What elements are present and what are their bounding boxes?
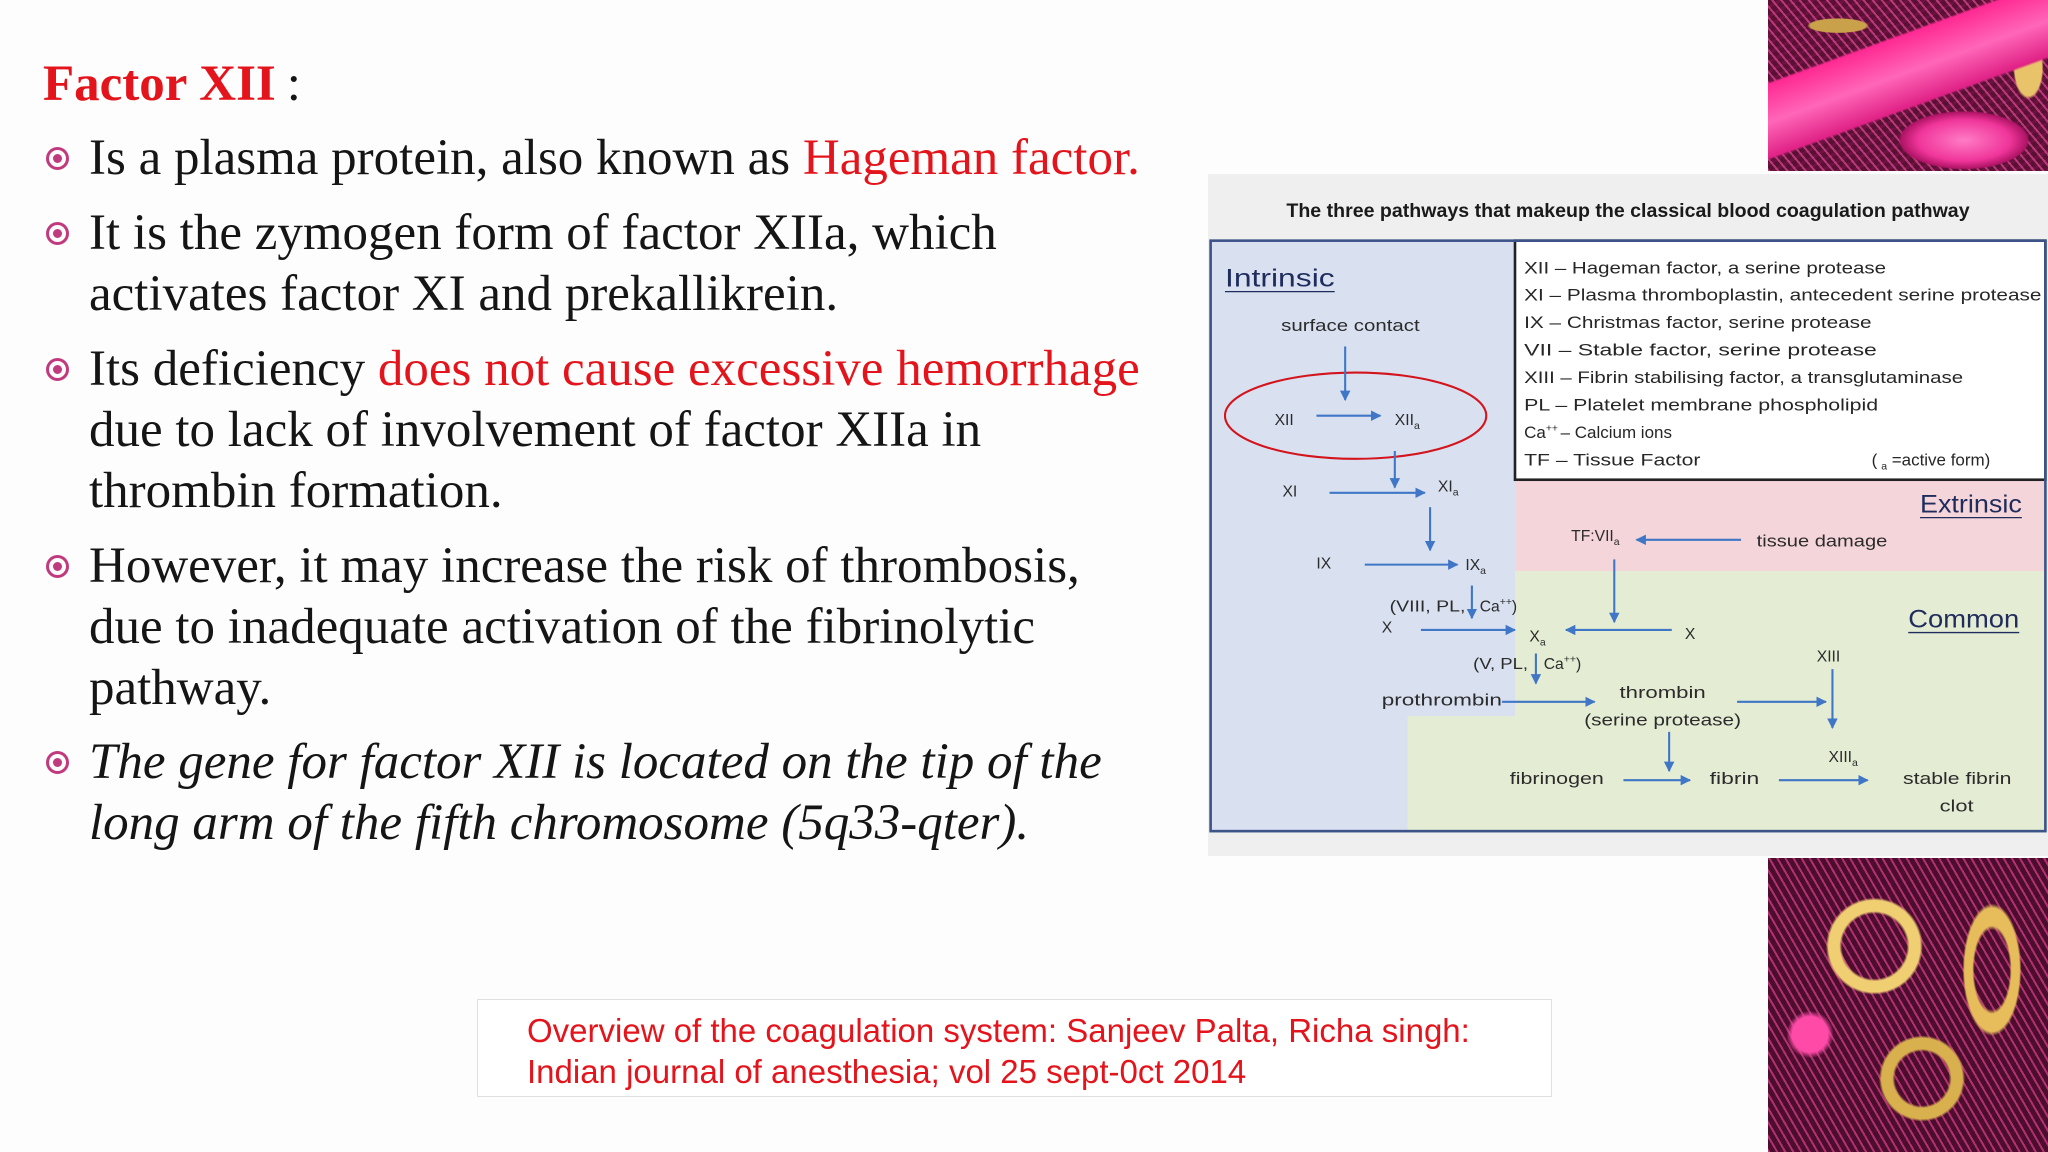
legend-item: VII – Stable factor, serine protease bbox=[1524, 340, 1877, 360]
node-prothrombin: prothrombin bbox=[1381, 690, 1502, 710]
slide-title-label: Factor XII bbox=[43, 56, 276, 112]
cofactor-v-ion bbox=[1544, 655, 1581, 674]
node-subscript: a bbox=[1539, 637, 1546, 649]
node-stable-fibrin: stable fibrin bbox=[1902, 769, 2012, 789]
coagulation-diagram bbox=[1208, 174, 2048, 856]
legend-item: XIII – Fibrin stabilising factor, a transglutaminase bbox=[1524, 368, 1964, 388]
coagulation-diagram-svg bbox=[1208, 174, 2048, 856]
node-superscript: ++ bbox=[1499, 597, 1512, 609]
legend-item: XII – Hageman factor, a serine protease bbox=[1524, 258, 1887, 278]
node-tf-viia bbox=[1571, 528, 1620, 548]
legend-item: TF – Tissue Factor bbox=[1524, 450, 1701, 470]
bullet-item-5 bbox=[89, 732, 1102, 854]
node-thrombin: thrombin bbox=[1619, 682, 1706, 702]
diagram-title: The three pathways that makeup the classical blood coagulation pathway bbox=[1286, 201, 1971, 223]
node-label: X bbox=[1529, 628, 1540, 646]
bullet-line: long arm of the fifth chromosome (5q33-qter). bbox=[89, 795, 1030, 851]
circled-dot-bullet-icon bbox=[46, 555, 69, 578]
node-label: XIII bbox=[1828, 748, 1853, 766]
bullet-item-3 bbox=[89, 339, 1140, 522]
bullet-item-1 bbox=[89, 128, 1140, 189]
node-subscript: a bbox=[1852, 757, 1858, 769]
bullet-highlight: does not cause excessive hemorrhage bbox=[377, 341, 1140, 397]
citation-box bbox=[477, 999, 1552, 1097]
slide-title bbox=[43, 54, 301, 115]
node-xi: XI bbox=[1282, 483, 1298, 501]
node-xii: XII bbox=[1274, 411, 1294, 429]
citation-line: Indian journal of anesthesia; vol 25 sept-0ct 2014 bbox=[527, 1053, 1247, 1090]
circled-dot-bullet-icon bbox=[46, 222, 69, 245]
citation-line: Overview of the coagulation system: Sanjeev Palta, Richa singh: bbox=[527, 1012, 1470, 1049]
legend-superscript: ++ bbox=[1545, 423, 1559, 435]
legend-item: PL – Platelet membrane phospholipid bbox=[1524, 395, 1879, 415]
node-label: IX bbox=[1465, 556, 1481, 574]
bullet-line: activates factor XI and prekallikrein. bbox=[89, 266, 839, 322]
node-fibrinogen: fibrinogen bbox=[1509, 769, 1604, 789]
bullet-item-4 bbox=[89, 536, 1080, 719]
node-ix: IX bbox=[1316, 555, 1332, 573]
node-label: ) bbox=[1575, 656, 1582, 674]
cofactor-viii-label: (VIII, PL, bbox=[1389, 598, 1466, 616]
circled-dot-bullet-icon bbox=[46, 147, 69, 170]
node-x-intrinsic: X bbox=[1381, 619, 1393, 637]
node-surface-contact: surface contact bbox=[1281, 315, 1420, 335]
circled-dot-bullet-icon bbox=[46, 358, 69, 381]
legend-note-open: ( bbox=[1871, 450, 1878, 470]
node-subscript: a bbox=[1452, 487, 1459, 499]
decorative-party-image-top bbox=[1768, 0, 2048, 171]
legend-note bbox=[1872, 450, 1991, 472]
node-label: ) bbox=[1511, 598, 1518, 616]
bullet-highlight: Hageman factor. bbox=[802, 130, 1140, 186]
region-label-extrinsic: Extrinsic bbox=[1919, 491, 2022, 519]
bullet-text: Its deficiency bbox=[89, 341, 378, 397]
legend-item: IX – Christmas factor, serine protease bbox=[1524, 313, 1872, 333]
node-label: Ca bbox=[1543, 656, 1564, 674]
node-clot: clot bbox=[1939, 796, 1974, 816]
region-label-intrinsic: Intrinsic bbox=[1224, 265, 1335, 293]
slide-title-colon: : bbox=[286, 56, 301, 112]
bullet-line: due to lack of involvement of factor XIIa in bbox=[89, 402, 982, 458]
node-x-extrinsic: X bbox=[1684, 626, 1696, 644]
bullet-line bbox=[89, 339, 1140, 400]
decorative-party-image-bottom bbox=[1768, 858, 2048, 1152]
bullet-line: The gene for factor XII is located on the tip of the bbox=[89, 734, 1102, 790]
legend-item: XI – Plasma thromboplastin, antecedent serine protease bbox=[1524, 285, 2042, 305]
cofactor-viii-ion bbox=[1480, 597, 1517, 616]
bullet-line: pathway. bbox=[89, 660, 272, 716]
node-label: TF:VII bbox=[1571, 528, 1614, 546]
bullet-item-2 bbox=[89, 203, 997, 325]
cofactor-v-label: (V, PL, bbox=[1473, 656, 1529, 674]
node-fibrin: fibrin bbox=[1709, 769, 1760, 789]
node-label: Ca bbox=[1479, 598, 1500, 616]
node-label: XII bbox=[1394, 411, 1414, 429]
node-subscript: a bbox=[1480, 565, 1486, 577]
node-thrombin-note: (serine protease) bbox=[1584, 710, 1742, 730]
circled-dot-bullet-icon bbox=[46, 751, 69, 774]
node-subscript: a bbox=[1413, 420, 1420, 432]
region-label-common: Common bbox=[1908, 606, 2020, 634]
bullet-line: due to inadequate activation of the fibrinolytic bbox=[89, 599, 1036, 655]
node-subscript: a bbox=[1613, 537, 1620, 549]
legend-desc: – Calcium ions bbox=[1560, 422, 1672, 442]
bullet-line bbox=[89, 128, 1140, 189]
node-superscript: ++ bbox=[1563, 654, 1576, 666]
bullet-text: Is a plasma protein, also known as bbox=[89, 130, 803, 186]
legend-note-subscript: a bbox=[1881, 461, 1888, 473]
node-tissue-damage: tissue damage bbox=[1756, 531, 1888, 551]
bullet-line: It is the zymogen form of factor XIIa, which bbox=[89, 205, 997, 261]
node-xiii: XIII bbox=[1816, 648, 1841, 666]
bullet-line: thrombin formation. bbox=[89, 463, 503, 519]
bullet-line: However, it may increase the risk of thrombosis, bbox=[89, 538, 1080, 594]
legend-ion: Ca bbox=[1524, 422, 1546, 442]
legend-note-rest: =active form) bbox=[1887, 450, 1991, 470]
node-label: XI bbox=[1437, 478, 1453, 496]
